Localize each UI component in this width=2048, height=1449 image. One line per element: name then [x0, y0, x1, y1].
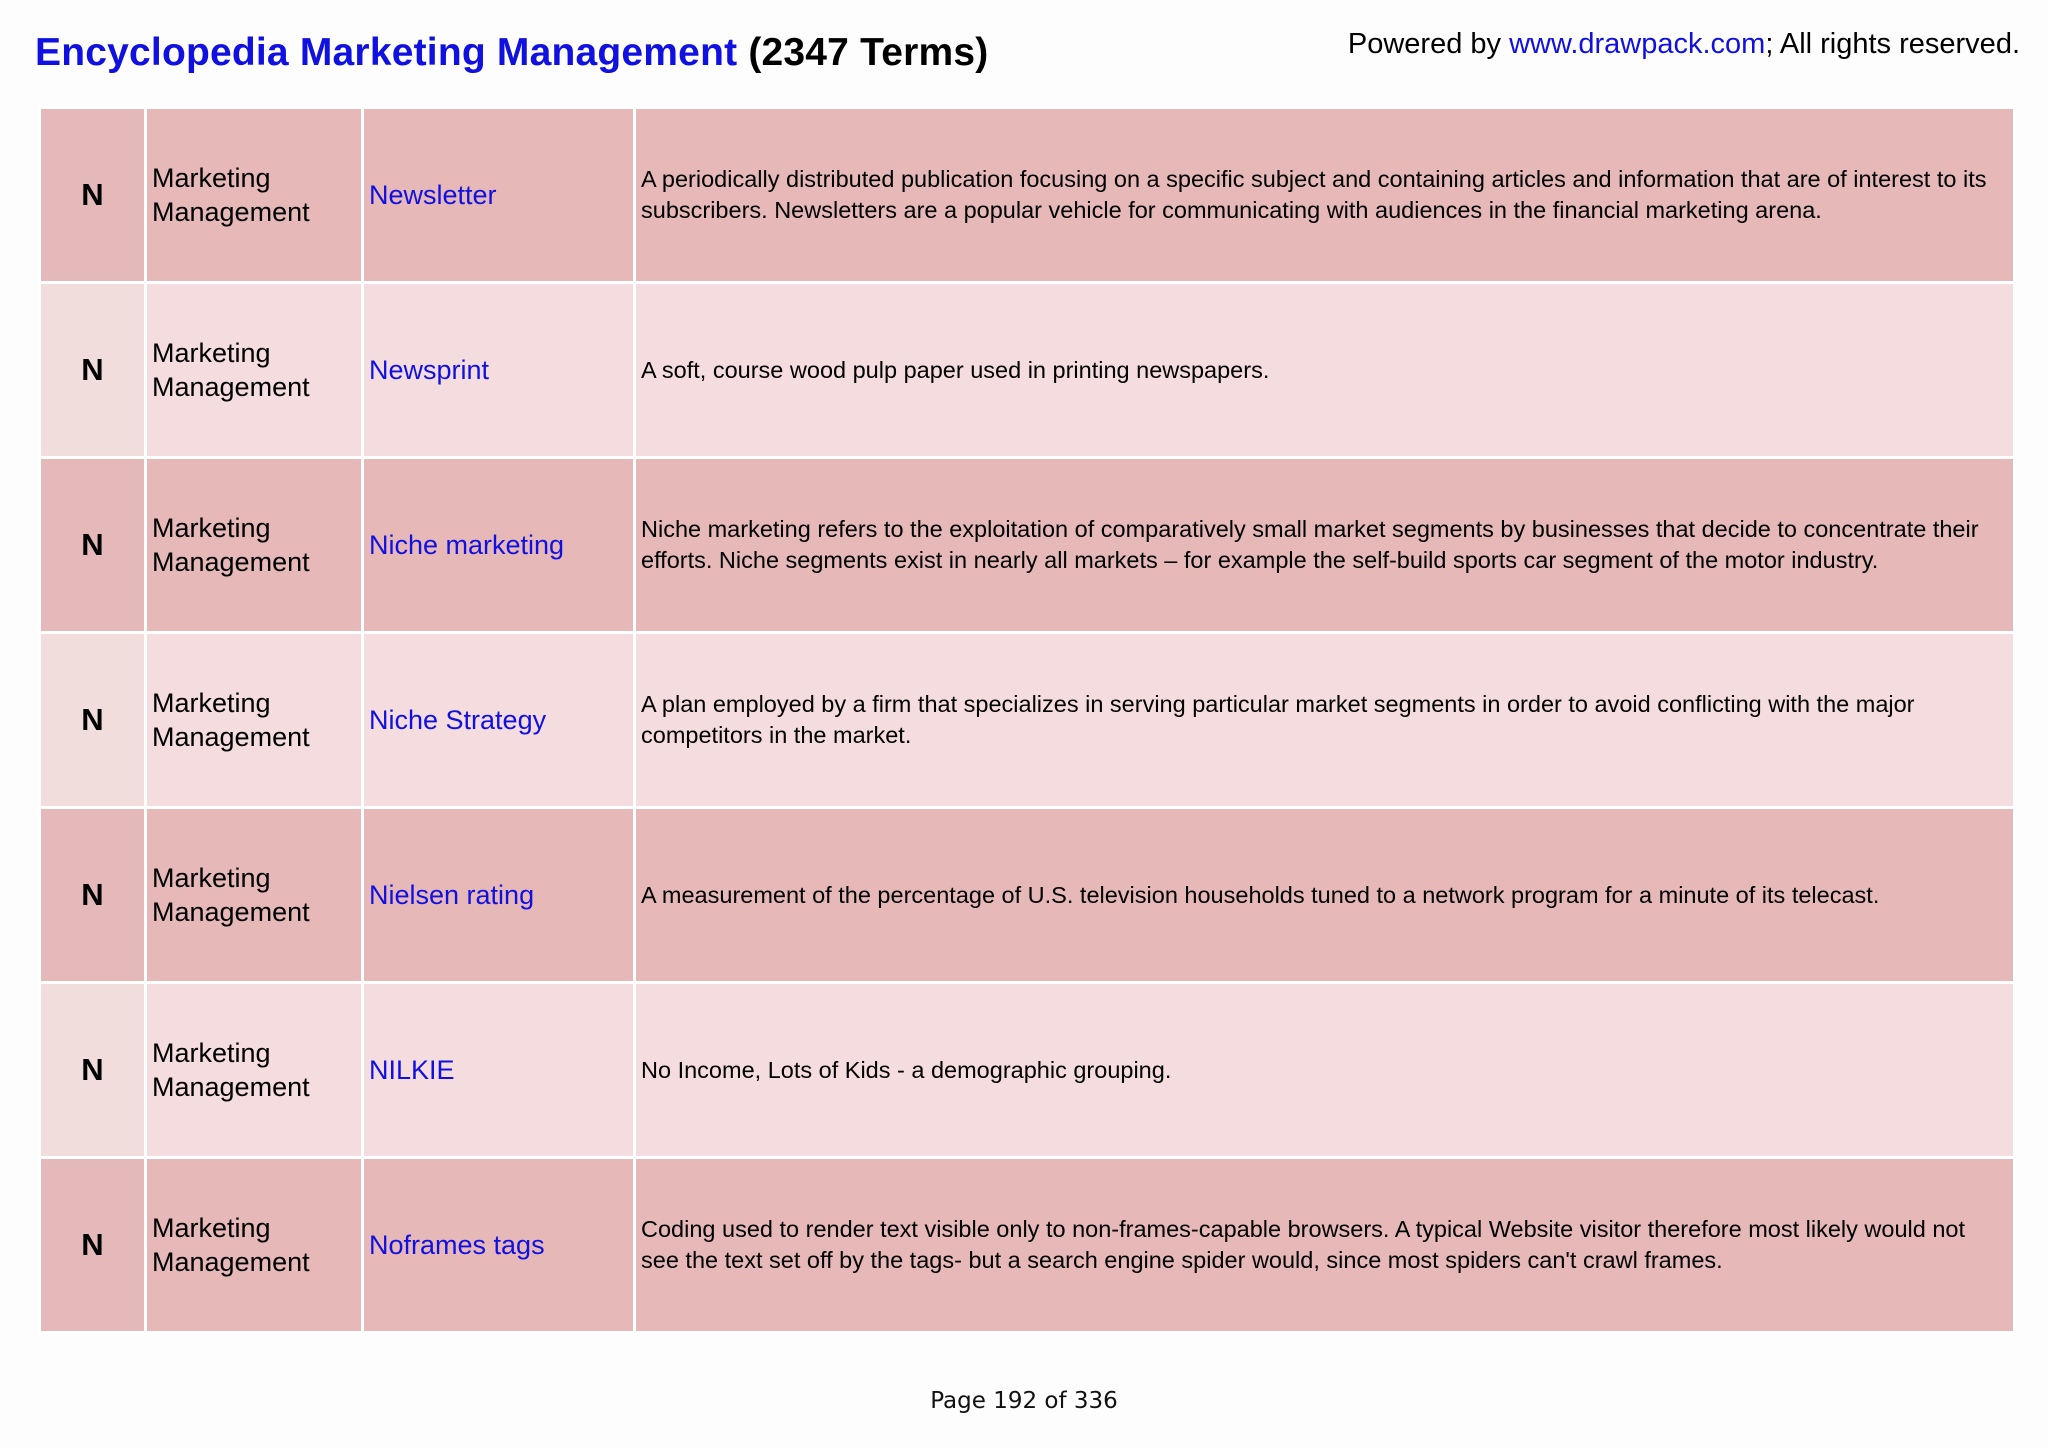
- table-row: [40, 808, 2015, 983]
- definition-cell: A soft, course wood pulp paper used in printing newspapers.: [635, 283, 2015, 458]
- category-cell: [146, 108, 363, 283]
- letter-cell: N: [40, 1158, 146, 1333]
- category-cell: [146, 283, 363, 458]
- category-cell: [146, 808, 363, 983]
- definition-cell: A plan employed by a firm that specializes in serving particular market segments in order to avoid conflicting with the major competitors in the market.: [635, 633, 2015, 808]
- category-line: Management: [152, 197, 310, 227]
- category-line: Management: [152, 1072, 310, 1102]
- category-cell: [146, 633, 363, 808]
- category-line: Marketing: [152, 1213, 271, 1243]
- letter-cell: N: [40, 633, 146, 808]
- category-line: Management: [152, 547, 310, 577]
- terms-table: [38, 106, 2016, 1334]
- title-link[interactable]: Encyclopedia Marketing Management: [35, 31, 738, 74]
- category-cell: [146, 458, 363, 633]
- term-link[interactable]: Niche Strategy: [363, 633, 635, 808]
- category-line: Marketing: [152, 338, 271, 368]
- table-row: [40, 983, 2015, 1158]
- term-link[interactable]: Noframes tags: [363, 1158, 635, 1333]
- category-line: Management: [152, 897, 310, 927]
- term-count: (2347 Terms): [748, 31, 989, 74]
- definition-cell: Niche marketing refers to the exploitation of comparatively small market segments by businesses that decide to concentrate their efforts. Niche segments exist in nearly all markets – for example the self-build sports car segment of the motor industry.: [635, 458, 2015, 633]
- table-row: [40, 108, 2015, 283]
- powered-suffix: ; All rights reserved.: [1765, 28, 2020, 60]
- category-cell: [146, 983, 363, 1158]
- category-cell: [146, 1158, 363, 1333]
- table-row: [40, 458, 2015, 633]
- letter-cell: N: [40, 283, 146, 458]
- powered-by: [1348, 28, 2020, 61]
- category-line: Management: [152, 722, 310, 752]
- letter-cell: N: [40, 108, 146, 283]
- table-row: [40, 1158, 2015, 1333]
- page-number: Page 192 of 336: [930, 1388, 1118, 1414]
- term-link[interactable]: Niche marketing: [363, 458, 635, 633]
- definition-cell: No Income, Lots of Kids - a demographic grouping.: [635, 983, 2015, 1158]
- definition-cell: A periodically distributed publication focusing on a specific subject and containing articles and information that are of interest to its subscribers. Newsletters are a popular vehicle for communicating with audiences in the financial marketing arena.: [635, 108, 2015, 283]
- letter-cell: N: [40, 983, 146, 1158]
- category-line: Marketing: [152, 513, 271, 543]
- category-line: Marketing: [152, 863, 271, 893]
- term-link[interactable]: Nielsen rating: [363, 808, 635, 983]
- category-line: Marketing: [152, 688, 271, 718]
- category-line: Management: [152, 1247, 310, 1277]
- table-row: [40, 633, 2015, 808]
- powered-prefix: Powered by: [1347, 28, 1510, 60]
- definition-cell: Coding used to render text visible only to non-frames-capable browsers. A typical Website visitor therefore most likely would not see the text set off by the tags- but a search engine spider would, since most spiders can't crawl frames.: [635, 1158, 2015, 1333]
- category-line: Marketing: [152, 163, 271, 193]
- category-line: Management: [152, 372, 310, 402]
- document-title: [35, 31, 988, 75]
- page-header: [35, 28, 2020, 88]
- term-link[interactable]: Newsprint: [363, 283, 635, 458]
- letter-cell: N: [40, 808, 146, 983]
- drawpack-link[interactable]: www.drawpack.com: [1509, 28, 1766, 60]
- definition-cell: A measurement of the percentage of U.S. television households tuned to a network program for a minute of its telecast.: [635, 808, 2015, 983]
- term-link[interactable]: NILKIE: [363, 983, 635, 1158]
- table-row: [40, 283, 2015, 458]
- term-link[interactable]: Newsletter: [363, 108, 635, 283]
- category-line: Marketing: [152, 1038, 271, 1068]
- letter-cell: N: [40, 458, 146, 633]
